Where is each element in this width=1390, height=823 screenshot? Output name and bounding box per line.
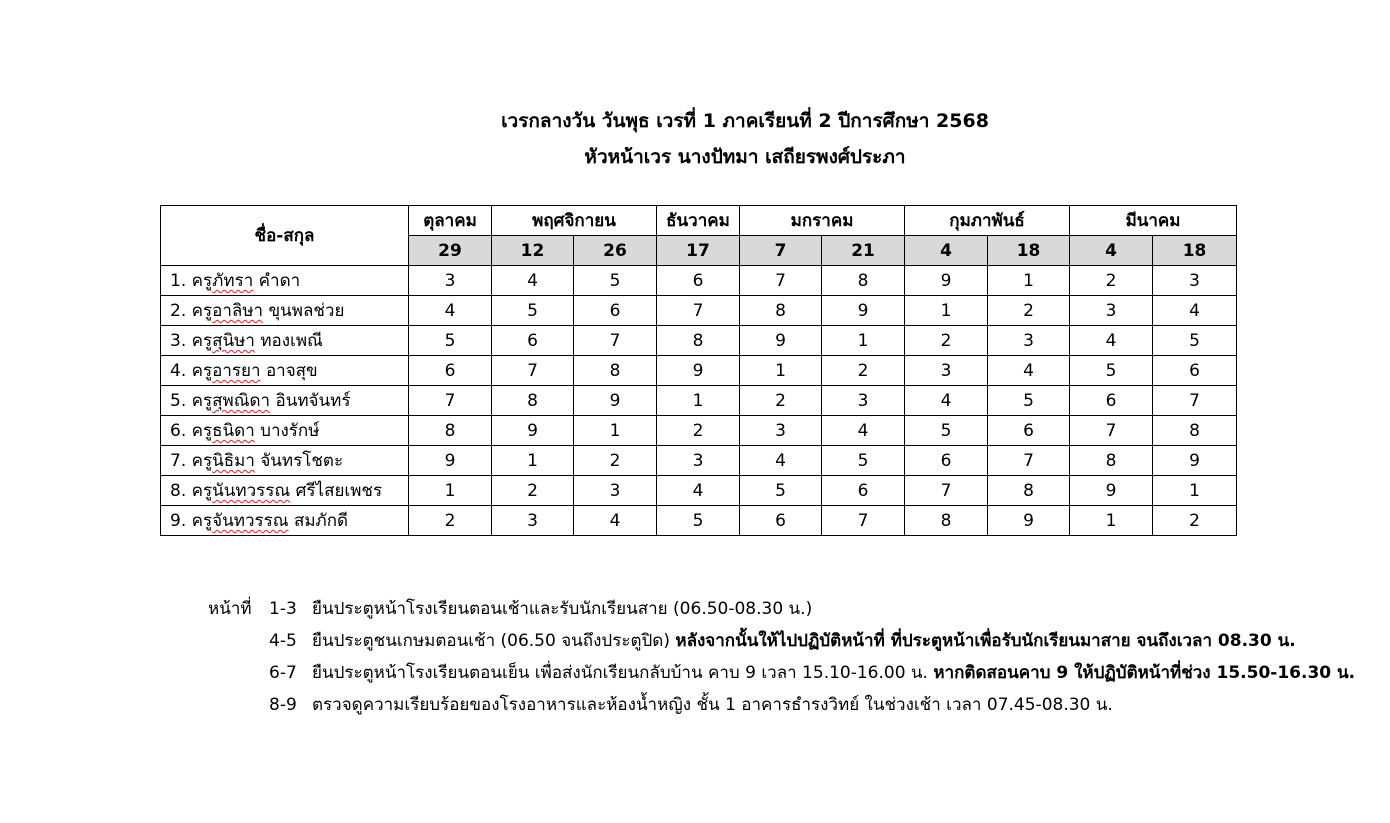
duty-cell: 1 — [740, 356, 822, 386]
teacher-title: ครู — [191, 451, 213, 471]
duty-cell: 3 — [409, 266, 492, 296]
duty-cell: 7 — [740, 266, 822, 296]
month-header: มีนาคม — [1070, 206, 1237, 236]
duty-cell: 8 — [905, 506, 988, 536]
duty-cell: 4 — [822, 416, 905, 446]
teacher-name — [161, 266, 409, 296]
teacher-first-name: ธนิดา — [212, 421, 255, 441]
table-row — [161, 356, 1237, 386]
duty-cell: 1 — [1070, 506, 1153, 536]
duty-cell: 2 — [905, 326, 988, 356]
month-header: ตุลาคม — [409, 206, 492, 236]
duty-cell: 1 — [492, 446, 574, 476]
duty-cell: 9 — [988, 506, 1070, 536]
note-text: ยืนประตูชนเกษมตอนเช้า (06.50 จนถึงประตูปิด) — [312, 631, 676, 651]
duty-cell: 3 — [574, 476, 657, 506]
duty-cell: 4 — [574, 506, 657, 536]
note-text: ตรวจดูความเรียบร้อยของโรงอาหารและห้องน้ำหญิง ชั้น 1 อาคารธำรงวิทย์ ในช่วงเช้า เวลา 07.45-08.30 น. — [312, 695, 1113, 715]
duty-cell: 7 — [657, 296, 740, 326]
duty-cell: 4 — [1070, 326, 1153, 356]
note-code: 4-5 — [269, 631, 297, 651]
note-code: 1-3 — [269, 599, 297, 619]
month-header: พฤศจิกายน — [492, 206, 657, 236]
duty-cell: 2 — [657, 416, 740, 446]
teacher-first-name: ภัทรา — [212, 271, 254, 291]
table-row — [161, 446, 1237, 476]
table-row — [161, 476, 1237, 506]
day-header: 7 — [740, 236, 822, 266]
note-text: ยืนประตูหน้าโรงเรียนตอนเช้าและรับนักเรียนสาย (06.50-08.30 น.) — [312, 599, 813, 619]
row-number: 6. — [170, 421, 187, 441]
duty-cell: 3 — [822, 386, 905, 416]
day-header: 21 — [822, 236, 905, 266]
duty-cell: 5 — [822, 446, 905, 476]
duty-cell: 5 — [988, 386, 1070, 416]
duty-cell: 8 — [409, 416, 492, 446]
teacher-title: ครู — [191, 301, 213, 321]
duty-cell: 8 — [492, 386, 574, 416]
day-header: 26 — [574, 236, 657, 266]
duty-cell: 9 — [905, 266, 988, 296]
duty-cell: 4 — [988, 356, 1070, 386]
teacher-title: ครู — [191, 511, 213, 531]
table-row — [161, 296, 1237, 326]
day-header: 18 — [988, 236, 1070, 266]
duty-cell: 5 — [657, 506, 740, 536]
duty-cell: 3 — [905, 356, 988, 386]
month-header: กุมภาพันธ์ — [905, 206, 1070, 236]
duty-cell: 3 — [988, 326, 1070, 356]
teacher-name — [161, 446, 409, 476]
duty-cell: 8 — [1153, 416, 1237, 446]
duty-cell: 9 — [740, 326, 822, 356]
duty-cell: 4 — [492, 266, 574, 296]
note-text-wrap — [312, 596, 812, 622]
row-number: 5. — [170, 391, 187, 411]
teacher-first-name: จันทวรรณ — [212, 511, 289, 531]
note-bold-text: หลังจากนั้นให้ไปปฏิบัติหน้าที่ ที่ประตูหน้าเพื่อรับนักเรียนมาสาย จนถึงเวลา 08.30 น. — [675, 631, 1296, 651]
duty-cell: 4 — [409, 296, 492, 326]
duty-cell: 3 — [1153, 266, 1237, 296]
duty-cell: 5 — [492, 296, 574, 326]
duty-cell: 8 — [657, 326, 740, 356]
teacher-name — [161, 386, 409, 416]
row-number: 8. — [170, 481, 187, 501]
duty-cell: 8 — [1070, 446, 1153, 476]
note-bold-text: หากติดสอนคาบ 9 ให้ปฏิบัติหน้าที่ช่วง 15.50-16.30 น. — [933, 663, 1356, 683]
row-number: 4. — [170, 361, 187, 381]
duty-cell: 6 — [740, 506, 822, 536]
teacher-title: ครู — [191, 421, 213, 441]
teacher-title: ครู — [191, 331, 213, 351]
table-row — [161, 506, 1237, 536]
teacher-last-name: ขุนพลช่วย — [268, 301, 345, 321]
duty-cell: 5 — [740, 476, 822, 506]
month-header: ธันวาคม — [657, 206, 740, 236]
teacher-first-name: อารยา — [212, 361, 261, 381]
day-header: 12 — [492, 236, 574, 266]
duty-cell: 8 — [574, 356, 657, 386]
duty-cell: 7 — [574, 326, 657, 356]
duty-cell: 5 — [905, 416, 988, 446]
duty-cell: 9 — [657, 356, 740, 386]
duty-cell: 6 — [409, 356, 492, 386]
duty-cell: 4 — [740, 446, 822, 476]
day-header: 18 — [1153, 236, 1237, 266]
name-column-header: ชื่อ-สกุล — [161, 206, 409, 266]
duty-cell: 9 — [492, 416, 574, 446]
teacher-last-name: สมภักดี — [293, 511, 349, 531]
note-text-wrap — [312, 692, 1113, 718]
duty-cell: 4 — [1153, 296, 1237, 326]
row-number: 9. — [170, 511, 187, 531]
teacher-title: ครู — [191, 481, 213, 501]
row-number: 7. — [170, 451, 187, 471]
teacher-title: ครู — [191, 361, 213, 381]
duty-cell: 3 — [740, 416, 822, 446]
duty-cell: 1 — [574, 416, 657, 446]
duty-cell: 7 — [988, 446, 1070, 476]
note-text-wrap — [312, 628, 1296, 654]
note-code: 6-7 — [269, 663, 297, 683]
day-header: 4 — [905, 236, 988, 266]
day-header: 17 — [657, 236, 740, 266]
duty-cell: 2 — [409, 506, 492, 536]
row-number: 1. — [170, 271, 187, 291]
duty-cell: 6 — [1153, 356, 1237, 386]
duty-cell: 7 — [409, 386, 492, 416]
schedule-title: เวรกลางวัน วันพุธ เวรที่ 1 ภาคเรียนที่ 2 ปีการศึกษา 2568 — [501, 110, 989, 132]
duty-cell: 6 — [657, 266, 740, 296]
duty-cell: 6 — [492, 326, 574, 356]
duty-cell: 2 — [988, 296, 1070, 326]
duty-cell: 2 — [574, 446, 657, 476]
duty-cell: 3 — [657, 446, 740, 476]
duty-cell: 2 — [1153, 506, 1237, 536]
teacher-first-name: นันทวรรณ — [212, 481, 291, 501]
duty-cell: 8 — [822, 266, 905, 296]
teacher-name — [161, 476, 409, 506]
teacher-first-name: นิธิมา — [212, 451, 255, 471]
duty-cell: 9 — [1153, 446, 1237, 476]
teacher-last-name: บางรักษ์ — [260, 421, 320, 441]
month-header-row — [161, 206, 1237, 236]
teacher-first-name: อาลิษา — [212, 301, 264, 321]
teacher-last-name: ศรีไสยเพชร — [295, 481, 383, 501]
duty-cell: 9 — [574, 386, 657, 416]
row-number: 3. — [170, 331, 187, 351]
teacher-last-name: คำดา — [258, 271, 301, 291]
teacher-title: ครู — [191, 391, 213, 411]
duty-cell: 9 — [822, 296, 905, 326]
duty-cell: 8 — [740, 296, 822, 326]
duty-cell: 4 — [657, 476, 740, 506]
duty-cell: 7 — [1153, 386, 1237, 416]
duty-cell: 5 — [1070, 356, 1153, 386]
duty-cell: 1 — [1153, 476, 1237, 506]
duty-head-line: หัวหน้าเวร นางปัทมา เสถียรพงศ์ประภา — [584, 146, 906, 168]
duty-cell: 5 — [409, 326, 492, 356]
duty-cell: 1 — [409, 476, 492, 506]
note-text: ยืนประตูหน้าโรงเรียนตอนเย็น เพื่อส่งนักเรียนกลับบ้าน คาบ 9 เวลา 15.10-16.00 น. — [312, 663, 934, 683]
day-header: 29 — [409, 236, 492, 266]
teacher-last-name: จันทรโชตะ — [260, 451, 344, 471]
note-code: 8-9 — [269, 695, 297, 715]
duty-cell: 1 — [822, 326, 905, 356]
duty-cell: 4 — [905, 386, 988, 416]
table-row — [161, 326, 1237, 356]
duty-cell: 2 — [1070, 266, 1153, 296]
teacher-name — [161, 326, 409, 356]
duty-cell: 1 — [988, 266, 1070, 296]
duty-cell: 6 — [988, 416, 1070, 446]
duty-cell: 6 — [1070, 386, 1153, 416]
duty-cell: 2 — [492, 476, 574, 506]
duty-cell: 3 — [492, 506, 574, 536]
duty-cell: 3 — [1070, 296, 1153, 326]
teacher-first-name: สุพณิดา — [212, 391, 271, 411]
table-row — [161, 266, 1237, 296]
month-header: มกราคม — [740, 206, 905, 236]
duty-table — [160, 205, 1237, 536]
duty-cell: 8 — [988, 476, 1070, 506]
table-row — [161, 386, 1237, 416]
note-text-wrap — [312, 660, 1355, 686]
teacher-name — [161, 296, 409, 326]
duty-cell: 9 — [409, 446, 492, 476]
table-row — [161, 416, 1237, 446]
day-header: 4 — [1070, 236, 1153, 266]
duty-cell: 2 — [822, 356, 905, 386]
duty-cell: 2 — [740, 386, 822, 416]
duty-cell: 7 — [492, 356, 574, 386]
duty-cell: 7 — [822, 506, 905, 536]
teacher-name — [161, 356, 409, 386]
teacher-name — [161, 416, 409, 446]
duty-cell: 1 — [657, 386, 740, 416]
notes-label: หน้าที่ — [208, 599, 252, 619]
duty-cell: 6 — [574, 296, 657, 326]
duty-cell: 6 — [822, 476, 905, 506]
duty-cell: 9 — [1070, 476, 1153, 506]
teacher-last-name: ทองเพณี — [260, 331, 323, 351]
duty-cell: 1 — [905, 296, 988, 326]
duty-cell: 5 — [574, 266, 657, 296]
duty-cell: 5 — [1153, 326, 1237, 356]
row-number: 2. — [170, 301, 187, 321]
duty-cell: 7 — [1070, 416, 1153, 446]
duty-cell: 6 — [905, 446, 988, 476]
teacher-title: ครู — [191, 271, 213, 291]
duty-cell: 7 — [905, 476, 988, 506]
teacher-name — [161, 506, 409, 536]
teacher-last-name: อาจสุข — [265, 361, 318, 381]
teacher-last-name: อินทจันทร์ — [275, 391, 351, 411]
teacher-first-name: สุนิษา — [212, 331, 255, 351]
